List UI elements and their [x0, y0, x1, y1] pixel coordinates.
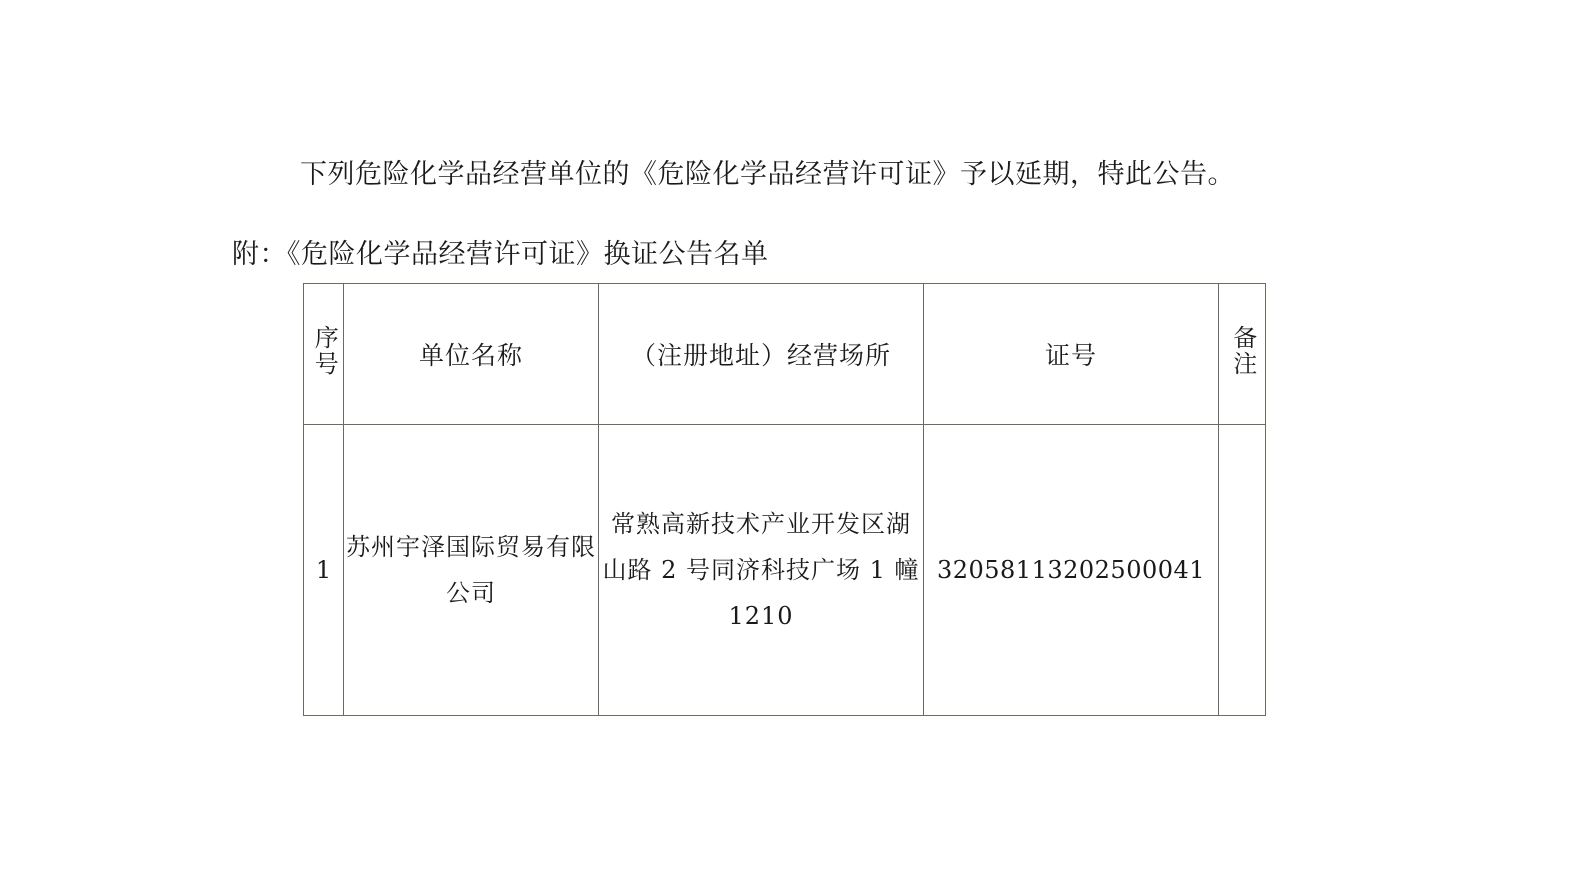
header-index: [304, 284, 344, 425]
header-address-label: （注册地址）经营场所: [630, 341, 891, 370]
header-remark-label: 备注: [1228, 325, 1257, 377]
cell-remark: [1219, 425, 1266, 716]
license-listing-table: [303, 283, 1266, 716]
header-unit-name: [344, 284, 599, 425]
table-row: [304, 425, 1266, 716]
announcement-paragraph: 下列危险化学品经营单位的《危险化学品经营许可证》予以延期，特此公告。: [300, 159, 1235, 190]
attachment-title: 附：《危险化学品经营许可证》换证公告名单: [232, 239, 769, 270]
cell-address: 常熟高新技术产业开发区湖山路 2 号同济科技广场 1 幢 1210: [599, 425, 924, 716]
header-address: [599, 284, 924, 425]
cell-cert-no: 32058113202500041: [924, 425, 1219, 716]
header-cert-no-label: 证号: [1044, 341, 1097, 370]
cell-index: 1: [304, 425, 344, 716]
header-remark: [1219, 284, 1266, 425]
cell-unit-name: 苏州宇泽国际贸易有限公司: [344, 425, 599, 716]
header-cert-no: [924, 284, 1219, 425]
table-header-row: [304, 284, 1266, 425]
header-index-label: 序号: [310, 325, 339, 377]
header-unit-name-label: 单位名称: [418, 341, 523, 370]
